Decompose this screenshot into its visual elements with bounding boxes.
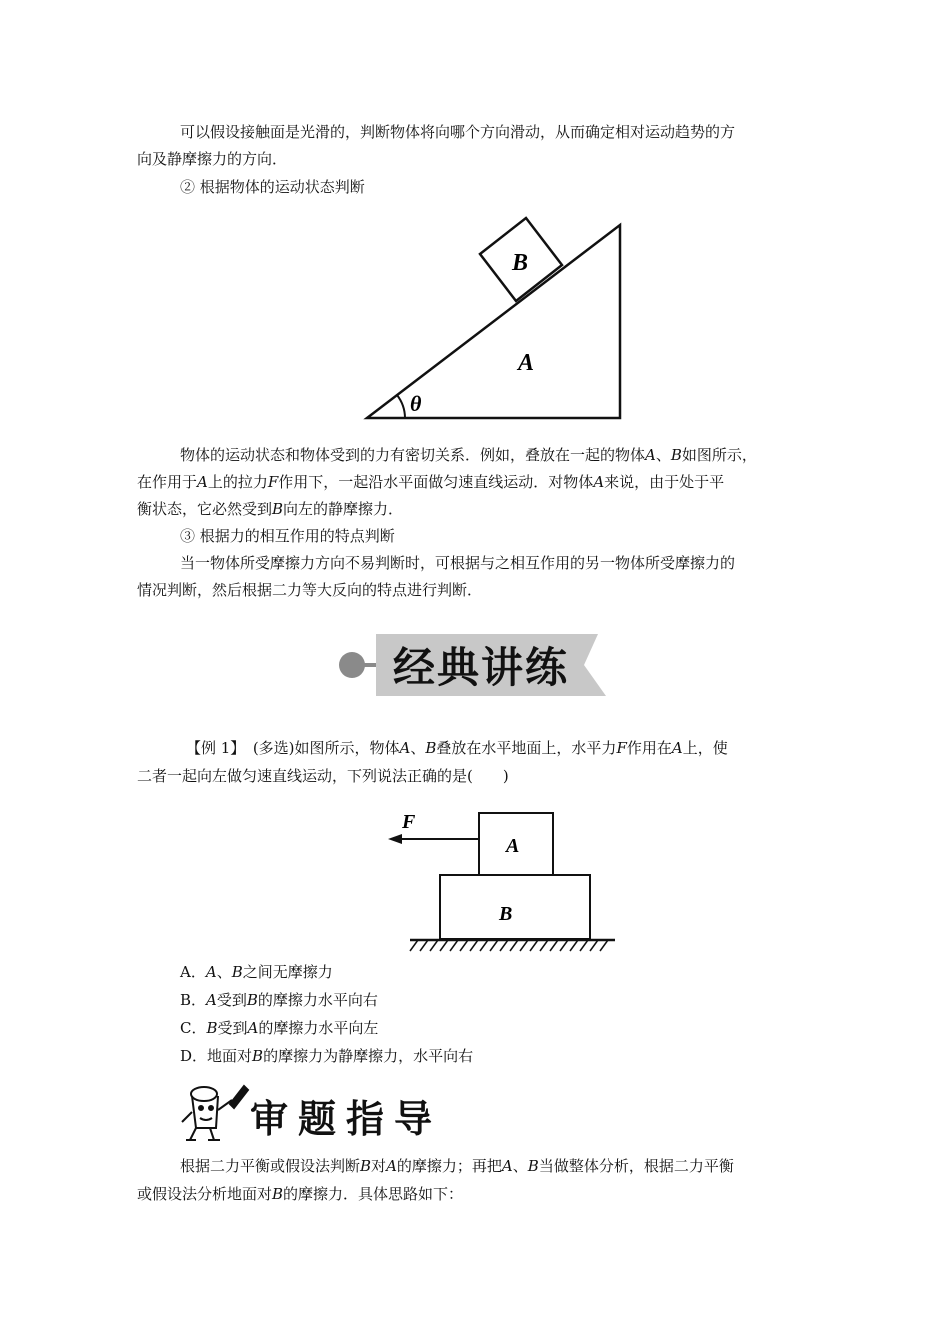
example-line: 【例 1】 (多选)如图所示，物体A、B叠放在水平地面上，水平力F作用在A上，使 bbox=[186, 739, 728, 757]
label-theta: θ bbox=[410, 391, 422, 416]
incline-figure bbox=[360, 216, 630, 426]
hatch-mark bbox=[510, 940, 518, 951]
hatch-mark bbox=[530, 940, 538, 951]
blocks-figure bbox=[380, 805, 620, 960]
section-banner bbox=[330, 628, 615, 700]
angle-arc bbox=[397, 395, 405, 418]
hatch-mark bbox=[550, 940, 558, 951]
label-a: A bbox=[518, 350, 535, 376]
hatch-mark bbox=[430, 940, 438, 951]
hatch-mark bbox=[440, 940, 448, 951]
label-f: F bbox=[402, 811, 416, 833]
label-b: B bbox=[512, 250, 529, 276]
paragraph-line: 衡状态，它必然受到B向左的静摩擦力． bbox=[137, 500, 404, 518]
option-c: C．B受到A的摩擦力水平向左 bbox=[180, 1019, 379, 1037]
hatch-mark bbox=[580, 940, 588, 951]
hatch-mark bbox=[520, 940, 528, 951]
paragraph-line: 物体的运动状态和物体受到的力有密切关系．例如，叠放在一起的物体A、B如图所示， bbox=[180, 446, 757, 464]
paragraph-line: 根据二力平衡或假设法判断B对A的摩擦力；再把A、B当做整体分析，根据二力平衡 bbox=[180, 1157, 734, 1175]
hatch-mark bbox=[420, 940, 428, 951]
mascot-icon bbox=[182, 1086, 248, 1140]
paragraph-line: 在作用于A上的拉力F作用下，一起沿水平面做匀速直线运动．对物体A来说，由于处于平 bbox=[137, 473, 725, 491]
paragraph-line: 当一物体所受摩擦力方向不易判断时，可根据与之相互作用的另一物体所受摩擦力的 bbox=[180, 554, 736, 572]
option-d: D．地面对B的摩擦力为静摩擦力，水平向右 bbox=[180, 1047, 474, 1065]
hatch-mark bbox=[570, 940, 578, 951]
force-arrowhead bbox=[388, 834, 402, 844]
paragraph-line: 或假设法分析地面对B的摩擦力．具体思路如下： bbox=[137, 1185, 464, 1203]
block-b bbox=[440, 875, 590, 939]
hatch-mark bbox=[500, 940, 508, 951]
hatch-mark bbox=[600, 940, 608, 951]
ground-hatch bbox=[410, 940, 608, 951]
banner-title: 经典讲练 bbox=[393, 643, 570, 692]
hatch-mark bbox=[410, 940, 418, 951]
section-heading: ② 根据物体的运动状态判断 bbox=[180, 178, 365, 196]
hatch-mark bbox=[590, 940, 598, 951]
section-heading: ③ 根据力的相互作用的特点判断 bbox=[180, 527, 395, 545]
hatch-mark bbox=[540, 940, 548, 951]
label-a: A bbox=[506, 835, 520, 857]
banner-dot bbox=[339, 652, 365, 678]
paragraph-line: 可以假设接触面是光滑的，判断物体将向哪个方向滑动，从而确定相对运动趋势的方 bbox=[180, 123, 736, 141]
guide-title: 审题指导 bbox=[250, 1097, 443, 1141]
option-b: B．A受到B的摩擦力水平向右 bbox=[180, 991, 378, 1009]
paragraph-line: 向及静摩擦力的方向． bbox=[137, 150, 288, 168]
hatch-mark bbox=[560, 940, 568, 951]
hatch-mark bbox=[470, 940, 478, 951]
hatch-mark bbox=[450, 940, 458, 951]
option-a: A．A、B之间无摩擦力 bbox=[180, 963, 333, 981]
example-line: 二者一起向左做匀速直线运动，下列说法正确的是( ) bbox=[137, 767, 509, 785]
hatch-mark bbox=[480, 940, 488, 951]
label-b: B bbox=[499, 903, 513, 925]
hatch-mark bbox=[490, 940, 498, 951]
guide-heading bbox=[175, 1080, 445, 1148]
paragraph-line: 情况判断，然后根据二力等大反向的特点进行判断． bbox=[137, 581, 483, 599]
hatch-mark bbox=[460, 940, 468, 951]
